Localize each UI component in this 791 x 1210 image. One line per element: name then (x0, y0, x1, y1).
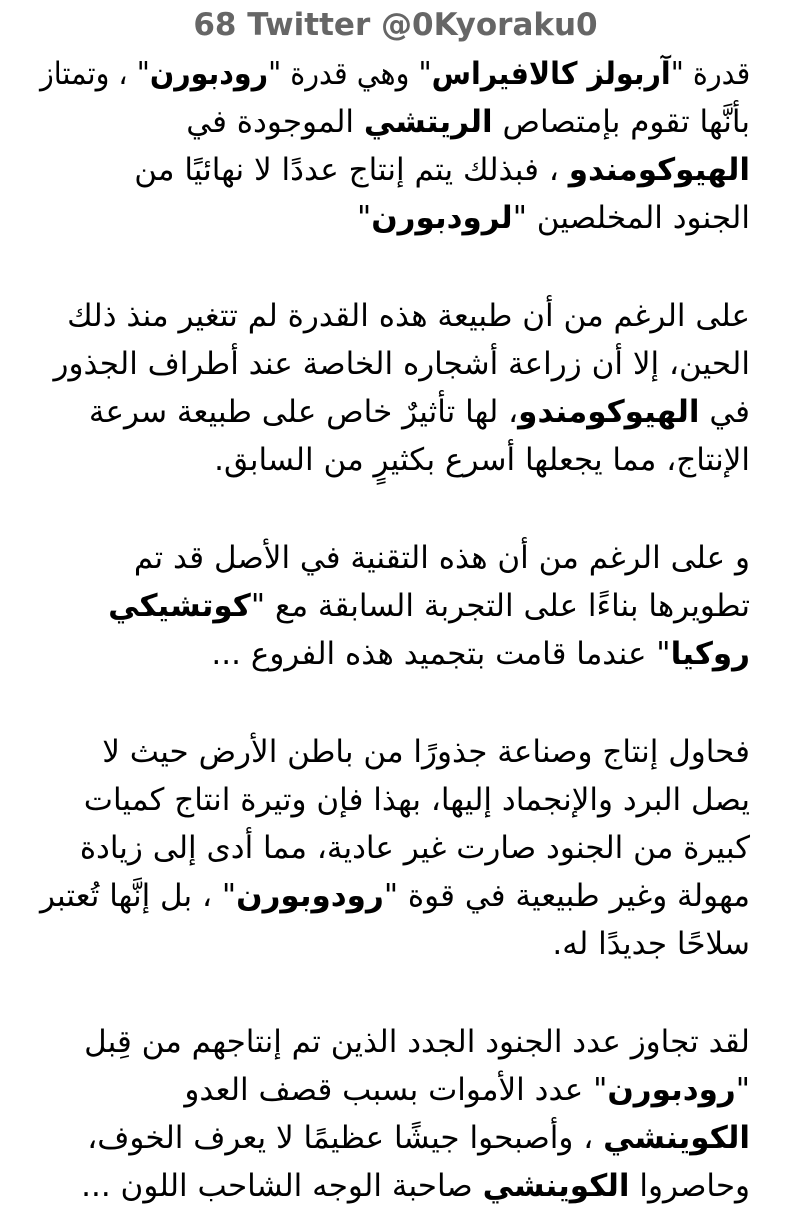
text-line (40, 630, 750, 678)
paragraph (40, 292, 750, 484)
bold-name: لرودبورن (371, 200, 513, 236)
text-line (40, 98, 750, 146)
bold-name: رودبورن (607, 1072, 736, 1108)
text-line (40, 872, 750, 920)
text-segment: صاحبة الوجه الشاحب اللون ... (81, 1168, 483, 1204)
bold-name: الريتشي (363, 104, 493, 140)
text-line (40, 292, 750, 340)
text-segment: " (356, 200, 372, 236)
text-segment: ، لها تأثيرٌ خاص على طبيعة سرعة (88, 394, 519, 430)
bold-name: رودوبورن (236, 878, 384, 914)
text-segment: يصل البرد والإنجماد إليها، بهذا فإن وتيرة انتاج كميات (83, 782, 750, 818)
text-segment: فحاول إنتاج وصناعة جذورًا من باطن الأرض حيث لا (102, 734, 750, 770)
paragraph (40, 728, 750, 968)
bold-name: كوتشيكي (108, 588, 251, 624)
text-line (40, 824, 750, 872)
text-segment: ، فبذلك يتم إنتاج عددًا لا نهائيًا من (134, 152, 569, 188)
text-segment: " عدد الأموات بسبب قصف العدو (184, 1072, 608, 1108)
text-segment: على الرغم من أن طبيعة هذه القدرة لم تتغير منذ ذلك (67, 298, 750, 334)
text-segment: " ، وتمتاز (39, 56, 150, 92)
text-segment: تطويرها بناءًا على التجربة السابقة مع " (250, 588, 750, 624)
text-segment: الجنود المخلصين " (512, 200, 750, 236)
text-segment: و على الرغم من أن هذه التقنية في الأصل قد تم (133, 540, 750, 576)
text-line (40, 1162, 750, 1210)
bold-name: الكوينشي (603, 1120, 750, 1156)
text-line (40, 1018, 750, 1066)
text-line (40, 436, 750, 484)
text-segment: الإنتاج، مما يجعلها أسرع بكثيرٍ من السابق. (214, 442, 750, 478)
bold-name: رودبورن (149, 56, 268, 92)
text-segment: لقد تجاوز عدد الجنود الجدد الذين تم إنتاجهم من قِبل (84, 1024, 750, 1060)
bold-name: آربولز كالافيراس (431, 56, 671, 92)
text-line (40, 582, 750, 630)
text-line (40, 728, 750, 776)
text-line (40, 50, 750, 98)
text-segment: الحين، إلا أن زراعة أشجاره الخاصة عند أطراف الجذور (53, 346, 750, 382)
text-segment: وحاصروا (629, 1168, 750, 1204)
text-line (40, 920, 750, 968)
text-segment: بأنَّها تقوم بإمتصاص (492, 104, 750, 140)
text-segment: سلاحًا جديدًا له. (552, 926, 750, 962)
text-segment: " (735, 1072, 750, 1108)
bold-name: الهيوكومندو (518, 394, 700, 430)
text-segment: ، وأصبحوا جيشًا عظيمًا لا يعرف الخوف، (87, 1120, 604, 1156)
paragraph (40, 50, 750, 242)
text-line (40, 776, 750, 824)
text-line (40, 1114, 750, 1162)
text-line (40, 340, 750, 388)
text-segment: مهولة وغير طبيعية في قوة " (383, 878, 750, 914)
paragraph (40, 1018, 750, 1210)
text-segment: " وهي قدرة " (267, 56, 432, 92)
article-body (40, 50, 750, 1210)
bold-name: الهيوكومندو (568, 152, 750, 188)
text-segment: قدرة " (670, 56, 750, 92)
text-segment: " عندما قامت بتجميد هذه الفروع ... (211, 636, 671, 672)
text-segment: كبيرة من الجنود صارت غير عادية، مما أدى إلى زيادة (79, 830, 750, 866)
bold-name: روكيا (670, 636, 750, 672)
text-segment: " ، بل إنَّها تُعتبر (39, 878, 237, 914)
page-header: 68 Twitter @0Kyoraku0 (193, 7, 598, 43)
text-line (40, 194, 750, 242)
text-line (40, 388, 750, 436)
text-line (40, 1066, 750, 1114)
text-line (40, 146, 750, 194)
paragraph (40, 534, 750, 678)
text-line (40, 534, 750, 582)
text-segment: في (699, 394, 750, 430)
bold-name: الكوينشي (482, 1168, 630, 1204)
text-segment: الموجودة في (186, 104, 364, 140)
